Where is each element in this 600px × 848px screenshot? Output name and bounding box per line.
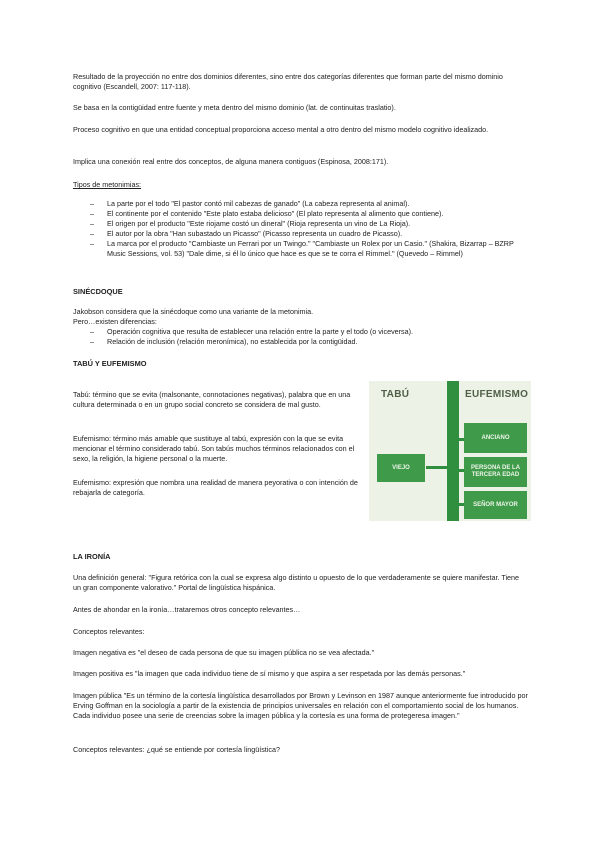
taboo-definition: Tabú: término que se evita (malsonante, connotaciones negativas), palabra que en una cultura determinada o en un grupo social concreto se considera de mal gusto.	[73, 390, 351, 409]
metonymy-types-heading: Tipos de metonimias:	[73, 180, 142, 189]
irony-heading: LA IRONÍA	[73, 552, 111, 561]
synecdoche-list	[73, 327, 528, 347]
list-item: – Relación de inclusión (relación meronímica), no establecida por la contigüidad.	[73, 337, 528, 347]
paragraph-contiguity: Se basa en la contigüidad entre fuente y meta dentro del mismo dominio (lat. de continuitas traslatio).	[73, 103, 396, 112]
figure-connector	[426, 466, 448, 469]
irony-intro: Antes de ahondar en la ironía…trataremos otros concepto relevantes…	[73, 605, 301, 614]
figure-euphemism-item: PERSONA DE LA TERCERA EDAD	[464, 457, 527, 487]
paragraph-metonymy-definition: Resultado de la proyección no entre dos dominios diferentes, sino entre dos categorías diferentes que forman parte del mismo dominio cognitivo (Escandell, 2007: 117-118).	[73, 72, 503, 91]
list-item: – La parte por el todo "El pastor contó mil cabezas de ganado" (La cabeza representa al animal).	[73, 199, 528, 209]
euphemism-definition: Eufemismo: término más amable que sustituye al tabú, expresión con la que se evita mencionar el término considerado tabú. Son tabús muchos términos relacionados con el sexo, la religión, la higiene personal o la muerte.	[73, 434, 355, 463]
list-item: – El autor por la obra "Han subastado un Picasso" (Picasso representa un cuadro de Picasso).	[73, 229, 528, 239]
synecdoche-text-1: Jakobson considera que la sinécdoque como una variante de la metonimia.	[73, 307, 314, 316]
public-face-definition: Imagen pública "Es un término de la cortesía lingüística desarrollados por Brown y Levinson en 1987 aunque anteriormente fue introducido por Erving Goffman en la sociología a partir de la existencia de principios universales en relación con el comportamiento social de los humanos. Cada individuo posee una serie de creencias sobre la imagen pública y la cortesía es una forma de protegeresa imagen."	[73, 691, 528, 720]
paragraph-real-connection: Implica una conexión real entre dos conceptos, de alguna manera contiguos (Espinosa, 2008:171).	[73, 157, 389, 166]
metonymy-types-list	[73, 199, 528, 259]
paragraph-cognitive-process: Proceso cognitivo en que una entidad conceptual proporciona acceso mental a otro dentro del mismo modelo cognitivo idealizado.	[73, 125, 489, 134]
list-item: – El origen por el producto "Este riojame costó un dineral" (Rioja representa un vino de La Rioja).	[73, 219, 528, 229]
positive-face-definition: Imagen positiva es "la imagen que cada individuo tiene de sí mismo y que aspira a ser respetada por las demás personas."	[73, 669, 466, 678]
synecdoche-heading: SINÉCDOQUE	[73, 287, 123, 296]
figure-euphemism-item: ANCIANO	[464, 423, 527, 453]
negative-face-definition: Imagen negativa es "el deseo de cada persona de que su imagen pública no se vea afectada."	[73, 648, 375, 657]
taboo-heading: TABÚ Y EUFEMISMO	[73, 359, 147, 368]
list-item: – El continente por el contenido "Este plato estaba delicioso" (El plato representa al alimento que contiene).	[73, 209, 528, 219]
figure-divider-bar	[447, 381, 459, 521]
figure-taboo-word: VIEJO	[377, 454, 425, 482]
list-item: – La marca por el producto "Cambiaste un Ferrari por un Twingo." "Cambiaste un Rolex por un Casio." (Shakira, Bizarrap – BZRP Music Sessions, vol. 53) "Dale dime, si él lo único que hace es que se te corra el Rimmel." (Quevedo – Rimmel)	[73, 239, 528, 259]
synecdoche-text-2: Pero…existen diferencias:	[73, 317, 157, 326]
taboo-euphemism-figure	[369, 381, 531, 521]
dysphemism-definition: Eufemismo: expresión que nombra una realidad de manera peyorativa o con intención de rebajarla de categoría.	[73, 478, 358, 497]
relevant-concepts-label: Conceptos relevantes:	[73, 627, 145, 636]
figure-title-taboo: TABÚ	[381, 389, 410, 400]
list-item: – Operación cognitiva que resulta de establecer una relación entre la parte y el todo (o viceversa).	[73, 327, 528, 337]
politeness-question: Conceptos relevantes: ¿qué se entiende por cortesía lingüística?	[73, 745, 280, 754]
figure-euphemism-item: SEÑOR MAYOR	[464, 491, 527, 519]
figure-title-euphemism: EUFEMISMO	[465, 389, 529, 400]
irony-definition: Una definición general: "Figura retórica con la cual se expresa algo distinto u opuesto de lo que verdaderamente se quiere manifestar. Tiene un gran componente valorativo." Portal de lingüística hispánica.	[73, 573, 520, 592]
